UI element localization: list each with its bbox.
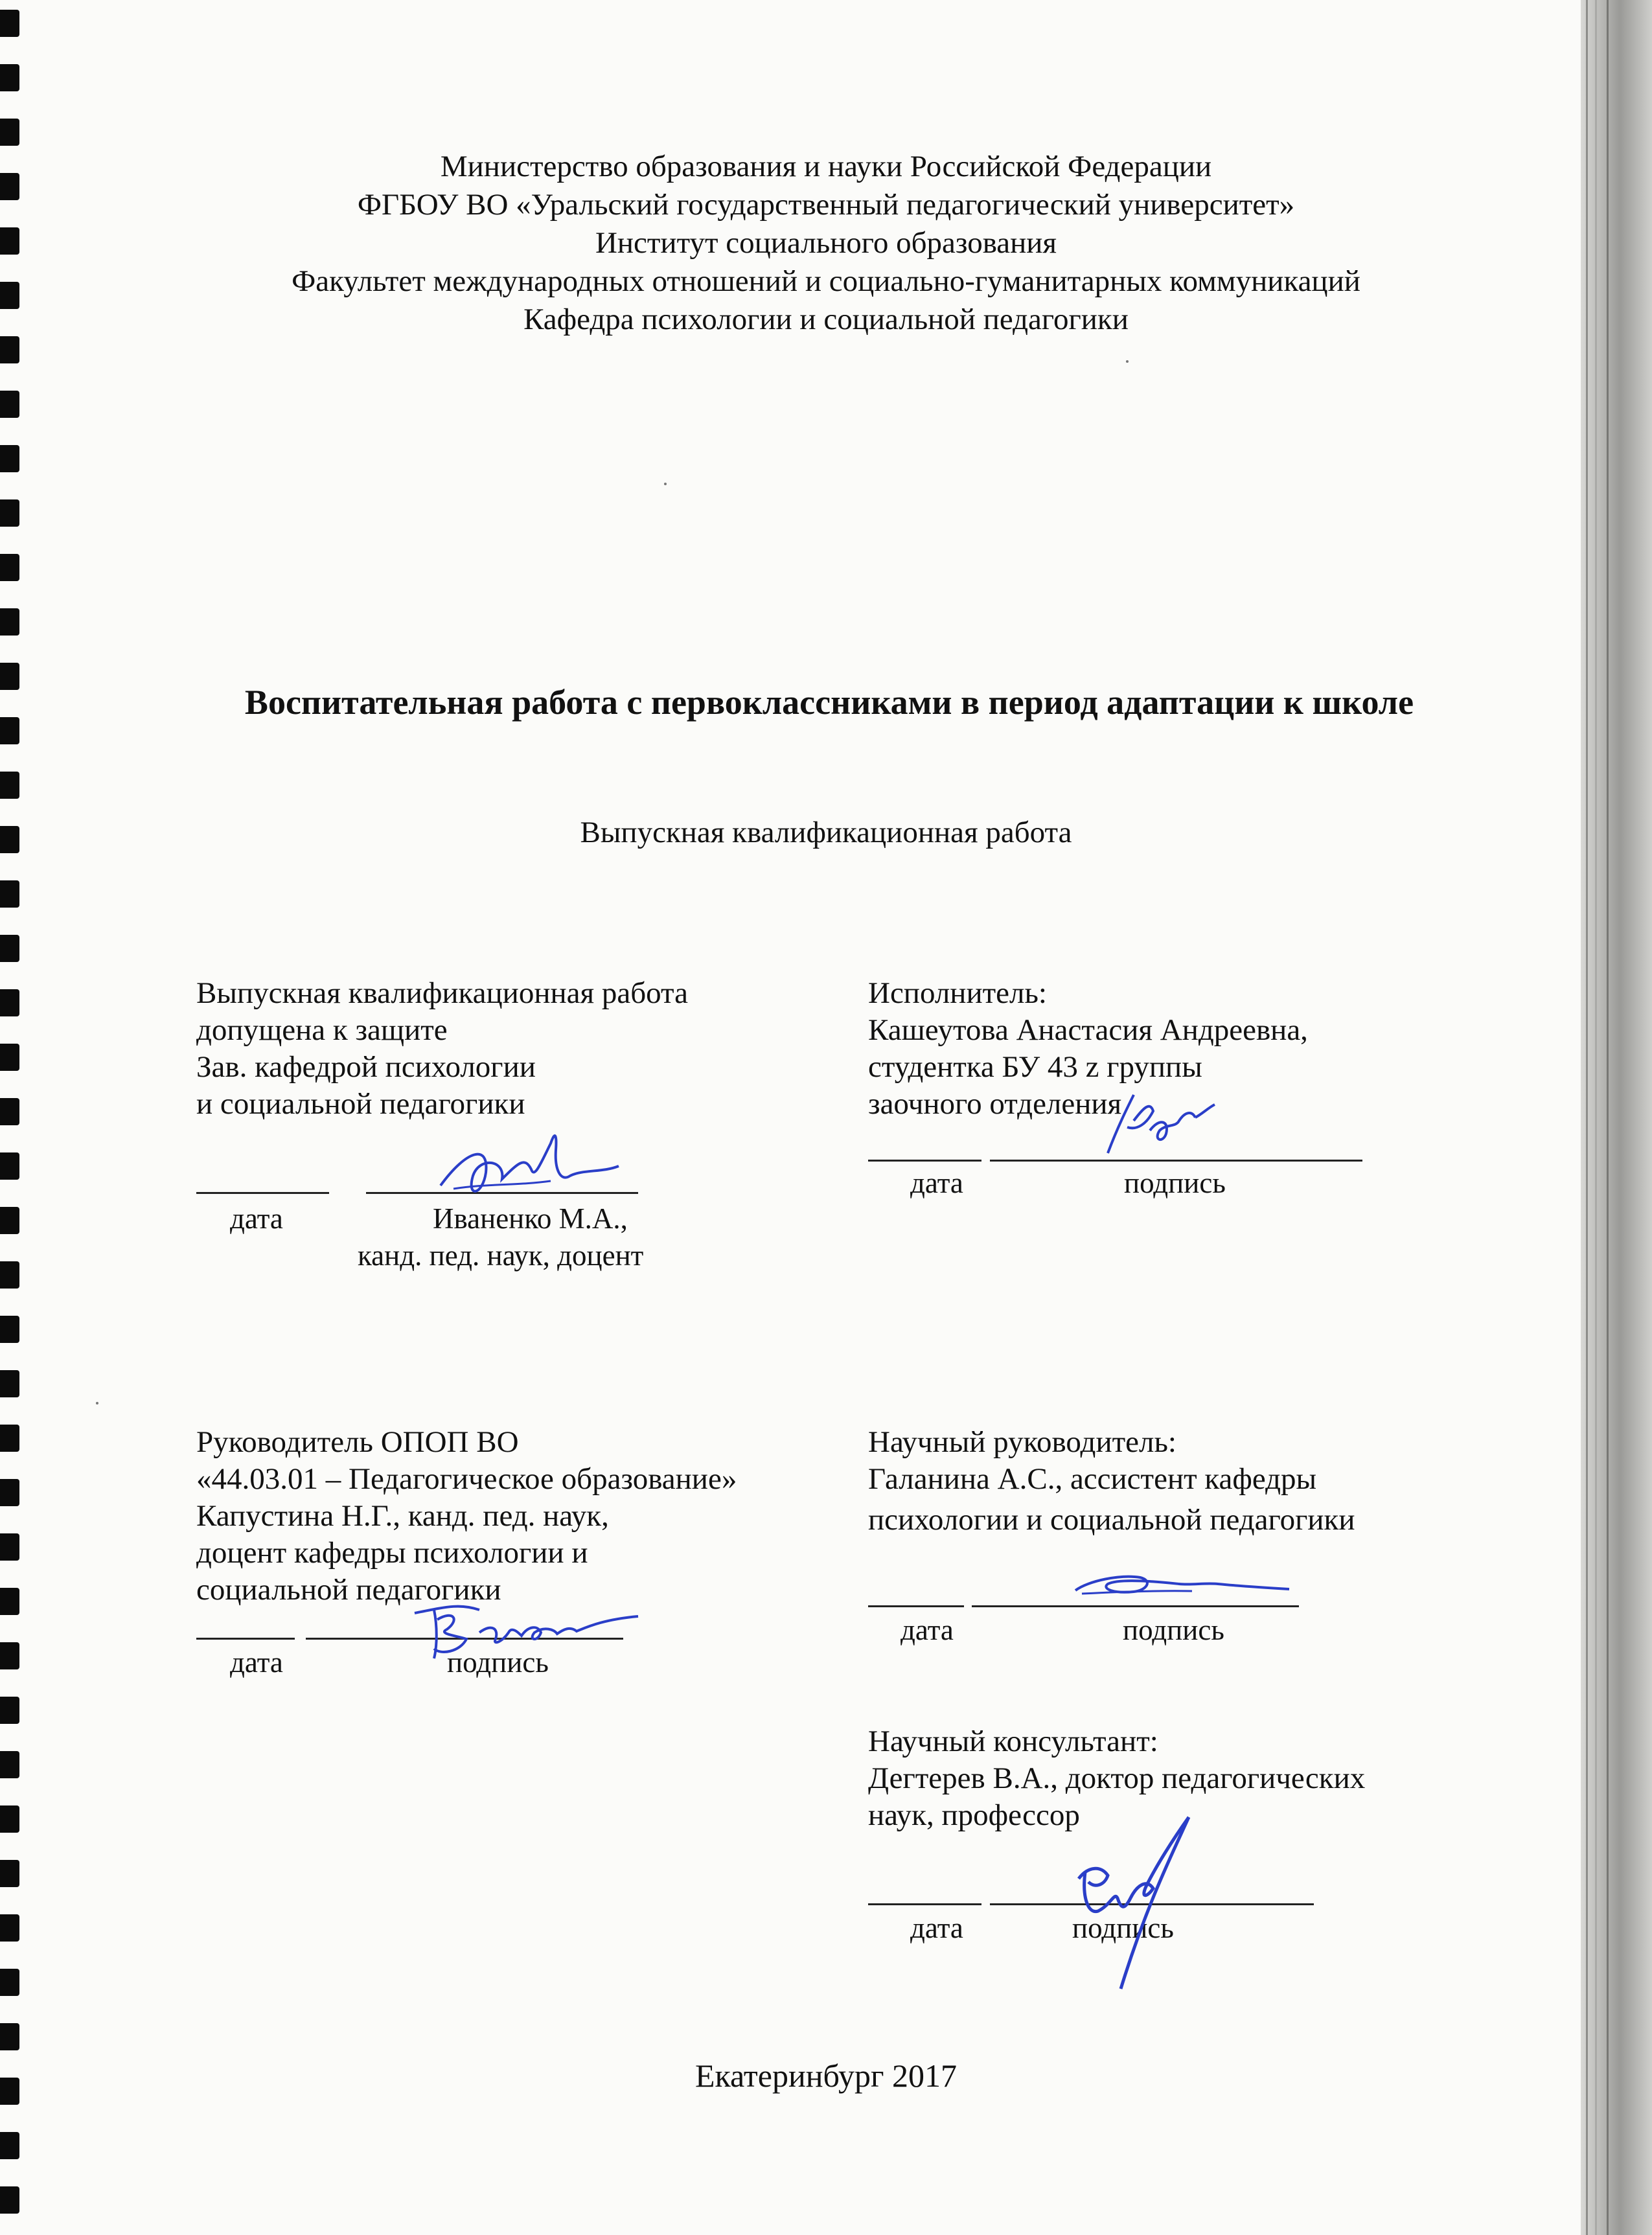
page-edge-line — [1595, 0, 1597, 2235]
binding-hole — [0, 1479, 19, 1506]
binding-hole — [0, 663, 19, 690]
binding-hole — [0, 64, 19, 91]
binding-hole — [0, 1914, 19, 1942]
binding-hole — [0, 2132, 19, 2159]
binding-hole — [0, 1805, 19, 1833]
binding-hole — [0, 935, 19, 962]
program-head-block — [196, 1424, 737, 1609]
binding-hole — [0, 1316, 19, 1343]
binding-hole — [0, 608, 19, 636]
admission-date-label: дата — [230, 1202, 283, 1235]
admission-line: допущена к защите — [196, 1013, 448, 1047]
binding-hole — [0, 1969, 19, 1996]
binding-hole — [0, 1370, 19, 1397]
binding-hole — [0, 1642, 19, 1669]
page-edge-line — [1586, 0, 1588, 2235]
supervisor-sign-label: подпись — [1123, 1614, 1224, 1646]
scan-speck — [1126, 360, 1129, 363]
binding-hole — [0, 1261, 19, 1289]
supervisor-line: психологии и социальной педагогики — [868, 1503, 1355, 1537]
binding-hole — [0, 445, 19, 472]
binding-hole — [0, 391, 19, 418]
binding-hole — [0, 1860, 19, 1887]
university-line: ФГБОУ ВО «Уральский государственный педагогический университет» — [357, 188, 1295, 222]
institution-header — [0, 148, 1652, 339]
supervisor-signature — [1062, 1564, 1296, 1610]
binding-hole — [0, 119, 19, 146]
binding-hole — [0, 336, 19, 363]
binding-hole — [0, 1207, 19, 1234]
binding-hole — [0, 1152, 19, 1180]
consultant-line: Дегтерев В.А., доктор педагогических — [868, 1761, 1366, 1795]
thesis-type: Выпускная квалификационная работа — [580, 816, 1072, 849]
executor-line: Кашеутова Анастасия Андреевна, — [868, 1013, 1308, 1047]
admission-signature — [428, 1124, 622, 1208]
program-head-line: доцент кафедры психологии и — [196, 1536, 588, 1570]
binding-hole — [0, 10, 19, 37]
binding-hole — [0, 717, 19, 744]
admission-line: и социальной педагогики — [196, 1087, 525, 1121]
page-edge-line — [1607, 0, 1609, 2235]
institute-line: Институт социального образования — [595, 226, 1057, 260]
binding-hole — [0, 2023, 19, 2050]
program-head-sign-label: подпись — [447, 1646, 549, 1679]
city-year: Екатеринбург 2017 — [694, 2057, 958, 2094]
faculty-line: Факультет международных отношений и социально-гуманитарных коммуникаций — [292, 264, 1360, 298]
department-line: Кафедра психологии и социальной педагогики — [523, 303, 1129, 336]
program-head-line: Капустина Н.Г., канд. пед. наук, — [196, 1499, 609, 1533]
executor-signature — [1088, 1082, 1218, 1166]
admission-line: Зав. кафедрой психологии — [196, 1050, 536, 1084]
program-head-line: «44.03.01 – Педагогическое образование» — [196, 1462, 737, 1496]
program-head-line: Руководитель ОПОП ВО — [196, 1425, 519, 1459]
consultant-line: Научный консультант: — [868, 1725, 1158, 1758]
binding-hole — [0, 1425, 19, 1452]
binding-hole — [0, 1588, 19, 1615]
consultant-date-label: дата — [910, 1912, 963, 1944]
consultant-sign-label: подпись — [1072, 1912, 1174, 1944]
binding-hole — [0, 1751, 19, 1778]
binding-hole — [0, 499, 19, 527]
admission-name: Иваненко М.А., — [433, 1202, 628, 1235]
program-head-line: социальной педагогики — [196, 1573, 501, 1607]
executor-date-label: дата — [910, 1167, 963, 1199]
scan-speck — [96, 1402, 98, 1404]
supervisor-line: Научный руководитель: — [868, 1425, 1176, 1459]
executor-date-line — [868, 1160, 981, 1162]
binding-hole — [0, 2186, 19, 2214]
admission-line: Выпускная квалификационная работа — [196, 976, 688, 1010]
consultant-date-line — [868, 1903, 981, 1905]
admission-block — [196, 975, 688, 1123]
binding-hole — [0, 1044, 19, 1071]
admission-date-line — [196, 1192, 329, 1194]
binding-hole — [0, 772, 19, 799]
thesis-title: Воспитательная работа с первоклассниками в период адаптации к школе — [244, 683, 1414, 722]
executor-line: Исполнитель: — [868, 976, 1047, 1010]
page-stack-edge — [1581, 0, 1652, 2235]
executor-sign-label: подпись — [1124, 1167, 1226, 1199]
executor-line: заочного отделения — [868, 1087, 1122, 1121]
program-head-date-line — [196, 1638, 295, 1640]
supervisor-line: Галанина А.С., ассистент кафедры — [868, 1462, 1317, 1496]
ministry-line: Министерство образования и науки Российской Федерации — [440, 150, 1212, 183]
binding-hole — [0, 989, 19, 1016]
admission-degree: канд. пед. наук, доцент — [358, 1239, 644, 1272]
consultant-line: наук, профессор — [868, 1798, 1080, 1832]
program-head-signature — [408, 1594, 641, 1665]
supervisor-block — [868, 1424, 1355, 1539]
supervisor-date-label: дата — [901, 1614, 954, 1646]
scan-speck — [664, 483, 667, 485]
binding-hole — [0, 1697, 19, 1724]
binding-hole — [0, 1533, 19, 1561]
executor-line: студентка БУ 43 z группы — [868, 1050, 1202, 1084]
supervisor-date-line — [868, 1605, 964, 1607]
consultant-signature — [1050, 1801, 1205, 1995]
binding-hole — [0, 554, 19, 581]
binding-hole — [0, 1098, 19, 1125]
binding-hole — [0, 880, 19, 908]
program-head-date-label: дата — [230, 1646, 283, 1679]
